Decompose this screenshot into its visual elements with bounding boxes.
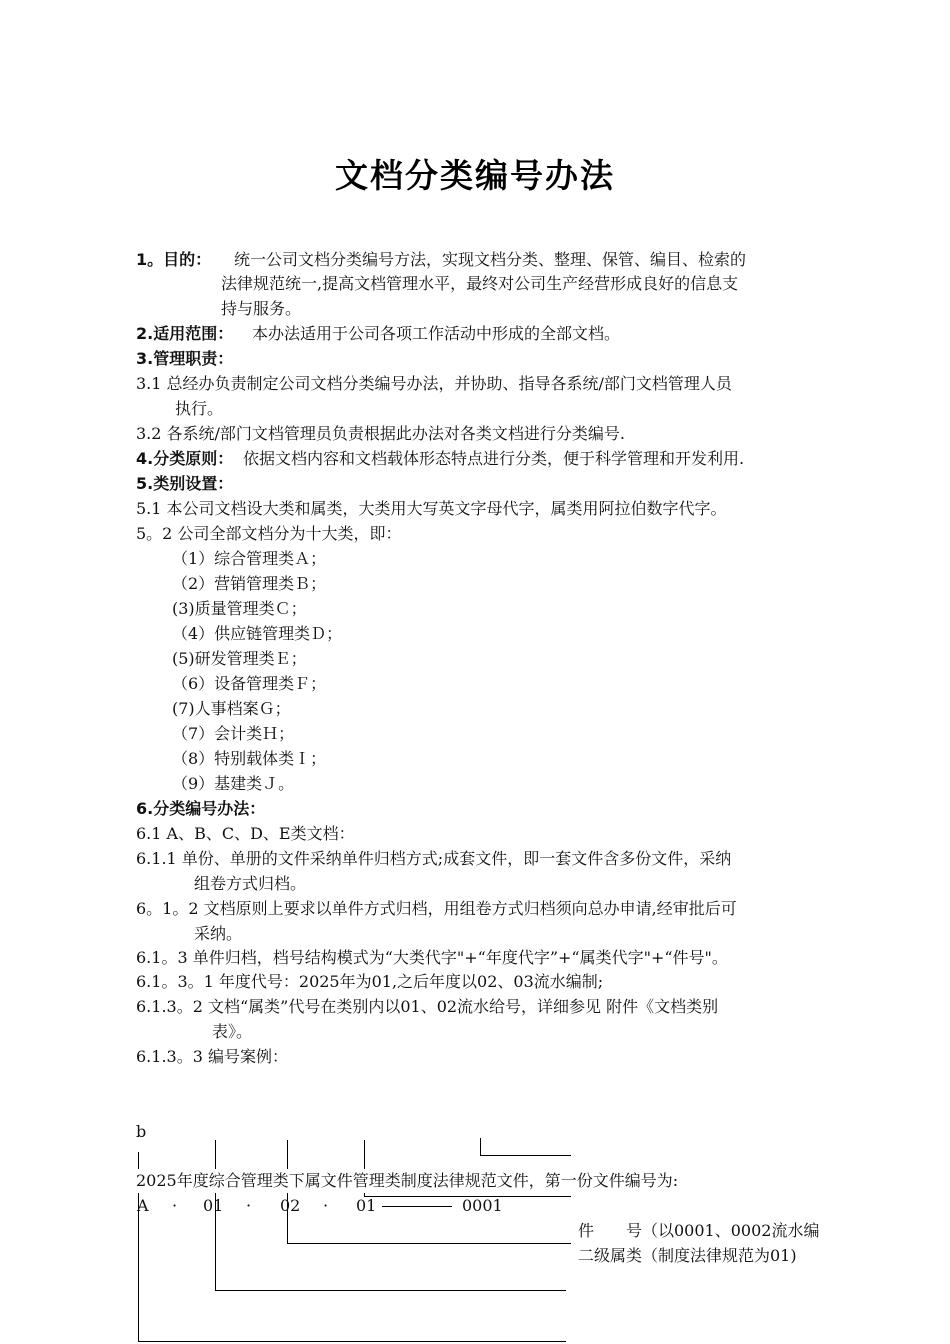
section-6-heading: 6.分类编号办法：	[136, 799, 266, 818]
section-3-2: 3.2 各系统/部门文档管理员负责根据此办法对各类文档进行分类编号.	[136, 424, 626, 443]
section-6-1-3-3: 6.1.3。3 编号案例：	[136, 1047, 288, 1066]
connector-line	[480, 1155, 571, 1156]
section-6-1-2-line-2: 采纳。	[194, 924, 243, 943]
stray-letter: b	[136, 1122, 147, 1141]
code-dash-line	[382, 1206, 452, 1207]
category-item: （9）基建类Ｊ。	[172, 774, 295, 793]
section-1-line-2: 法律规范统一,提高文档管理水平，最终对公司生产经营形成良好的信息支	[221, 274, 739, 293]
category-item: （2）营销管理类Ｂ；	[172, 574, 327, 593]
connector-line	[287, 1243, 571, 1244]
section-4-text: 依据文档内容和文档载体形态特点进行分类，便于科学管理和开发利用.	[243, 449, 745, 468]
category-item: (3)质量管理类Ｃ；	[172, 599, 307, 618]
code-year: 01	[203, 1196, 224, 1215]
section-6-1-1-line-2: 组卷方式归档。	[194, 874, 307, 893]
section-5-heading: 5.类别设置：	[136, 474, 234, 493]
section-1-line-3: 持与服务。	[221, 299, 302, 318]
label-second-sub-category: 二级属类（制度法律规范为01)	[578, 1246, 797, 1265]
section-6-1-2-line-1: 6。1。2 文档原则上要求以单件方式归档，用组卷方式归档须向总办申请,经审批后可	[136, 899, 737, 918]
section-6-1-3-2-line-2: 表》。	[212, 1022, 253, 1041]
section-1-line-1: 统一公司文档分类编号方法，实现文档分类、整理、保管、编目、检索的	[234, 250, 747, 269]
category-item: (5)研发管理类Ｅ；	[172, 649, 307, 668]
section-3-heading: 3.管理职责：	[136, 349, 234, 368]
section-6-1-3: 6.1。3 单件归档，档号结构模式为“大类代字"+“年度代字”+“属类代字"+“件号"。	[136, 948, 728, 967]
code-separator: ·	[172, 1196, 178, 1215]
code-item-number: 0001	[462, 1196, 503, 1215]
code-second-sub-category: 01	[356, 1196, 377, 1215]
connector-line	[480, 1138, 481, 1156]
section-2-text: 本办法适用于公司各项工作活动中形成的全部文档。	[252, 324, 621, 343]
category-item: （6）设备管理类Ｆ；	[172, 674, 327, 693]
section-1-heading: 1。目的：	[136, 250, 212, 269]
label-item-number: 件 号（以0001、0002流水编	[578, 1221, 820, 1240]
code-separator: ·	[246, 1196, 252, 1215]
section-6-1-3-2-line-1: 6.1.3。2 文档“属类”代号在类别内以01、02流水给号，详细参见 附件《文档类别	[136, 997, 719, 1016]
connector-line	[215, 1290, 566, 1291]
section-3-1-line-1: 3.1 总经办负责制定公司文档分类编号办法，并协助、指导各系统/部门文档管理人员	[136, 374, 732, 393]
category-item: （1）综合管理类Ａ；	[172, 549, 327, 568]
section-5-1: 5.1 本公司文档设大类和属类，大类用大写英文字母代字，属类用阿拉伯数字代字。	[136, 499, 727, 518]
category-item: (7)人事档案Ｇ；	[172, 699, 291, 718]
diagram-caption: 2025年度综合管理类下属文件管理类制度法律规范文件，第一份文件编号为:	[136, 1169, 680, 1193]
code-sub-category: 02	[280, 1196, 301, 1215]
section-4-heading: 4.分类原则：	[136, 449, 234, 468]
category-item: （7）会计类Ｈ；	[172, 724, 295, 743]
section-6-1: 6.1 A、B、C、D、E类文档：	[136, 824, 355, 843]
category-item: （8）特别载体类Ｉ；	[172, 749, 327, 768]
category-item: （4）供应链管理类Ｄ；	[172, 624, 343, 643]
section-5-2: 5。2 公司全部文档分为十大类，即：	[136, 524, 402, 543]
code-separator: ·	[323, 1196, 329, 1215]
section-2-heading: 2.适用范围：	[136, 324, 234, 343]
section-6-1-1-line-1: 6.1.1 单份、单册的文件采纳单件归档方式;成套文件，即一套文件含多份文件，采纳	[136, 849, 732, 868]
section-3-1-line-2: 执行。	[175, 399, 224, 418]
code-category-letter: A	[137, 1196, 149, 1215]
document-title: 文档分类编号办法	[335, 156, 615, 195]
section-6-1-3-1: 6.1。3。1 年度代号：2025年为01,之后年度以02、03流水编制;	[136, 972, 604, 991]
connector-line	[138, 1341, 566, 1342]
